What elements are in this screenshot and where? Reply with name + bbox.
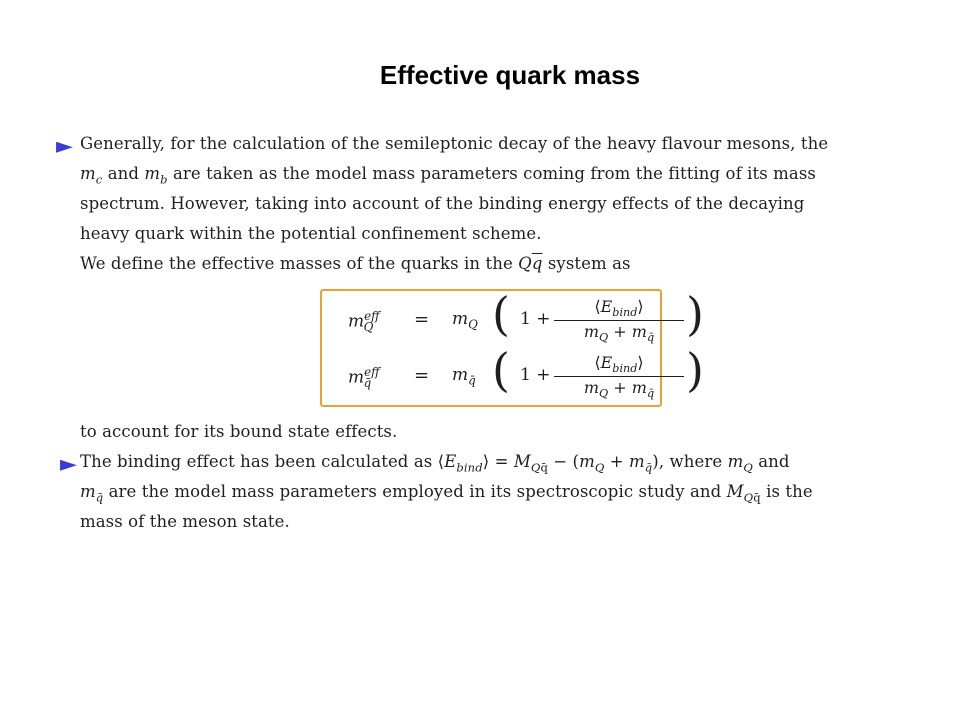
text-line: heavy quark within the potential confinement scheme. bbox=[80, 224, 542, 243]
bullet-arrow-icon: ► bbox=[56, 134, 73, 159]
text-line: to account for its bound state effects. bbox=[80, 422, 398, 441]
text-line: Generally, for the calculation of the semileptonic decay of the heavy flavour mesons, the bbox=[80, 134, 829, 153]
equation-row-light: $m^{eff}_{q̄}$ = $m_{q̄}$ ( 1 + $⟨E_{bind}⟩$ $m_Q + m_{q̄}$ ) bbox=[348, 343, 704, 401]
text-line: mass of the meson state. bbox=[80, 512, 290, 531]
text-line: $m_c$ and $m_b$ are taken as the model mass parameters coming from the fitting of its mass bbox=[80, 164, 816, 187]
slide-title: Effective quark mass bbox=[379, 60, 641, 90]
text-line: We define the effective masses of the quarks in the $Q\overline{q}$ system as bbox=[80, 254, 631, 273]
bullet-arrow-icon: ► bbox=[60, 452, 77, 477]
text-line: $m_{q̄}$ are the model mass parameters employed in its spectroscopic study and $M_{Qq̄}$ is the bbox=[80, 482, 813, 505]
text-line: spectrum. However, taking into account of the binding energy effects of the decaying bbox=[80, 194, 805, 213]
effective-mass-equations bbox=[320, 287, 704, 407]
text-line: The binding effect has been calculated as $⟨E_{bind}⟩ = M_{Qq̄} - (m_Q + m_{q̄})$, where $m_Q$ and bbox=[80, 452, 790, 475]
equation-row-heavy: $m^{eff}_Q$ = $m_Q$ ( 1 + $⟨E_{bind}⟩$ $m_Q + m_{q̄}$ ) bbox=[348, 287, 704, 345]
